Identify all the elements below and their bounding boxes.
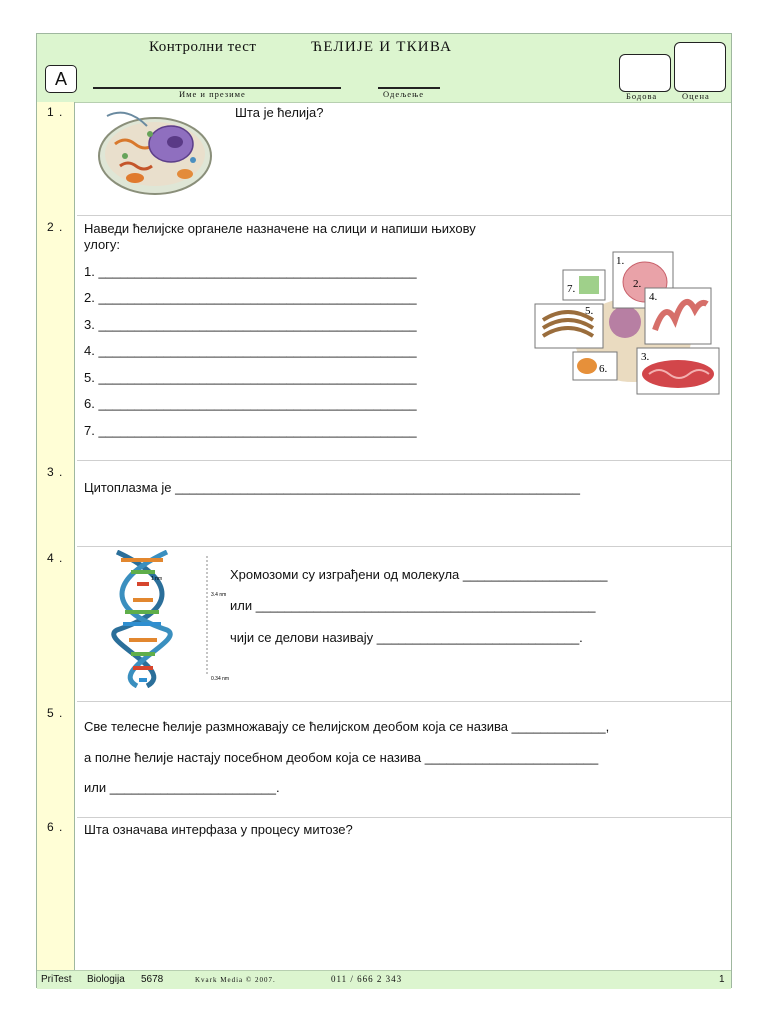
q2-answer-line[interactable]: 2. ____________________________________________	[84, 290, 417, 305]
test-sheet	[36, 33, 732, 988]
variant-badge: А	[45, 65, 77, 93]
q1-number: 1 .	[47, 105, 64, 119]
q5-number: 5 .	[47, 706, 64, 720]
figure-label: 6.	[599, 363, 608, 375]
figure-label: 5.	[585, 305, 594, 317]
q1-text: Шта је ћелија?	[235, 105, 324, 120]
q3-text[interactable]: Цитоплазма је ________________________________________________________	[84, 480, 580, 495]
q2-answer-line[interactable]: 5. ____________________________________________	[84, 370, 417, 385]
q5-text-line2[interactable]: а полне ћелије настају посебном деобом која се назива ________________________	[84, 750, 599, 765]
footer-band	[37, 970, 731, 989]
q3-number: 3 .	[47, 465, 64, 479]
footer-brand: PriTest	[41, 974, 72, 985]
q2-text-line1: Наведи ћелијске органеле назначене на слици и напиши њихову	[84, 221, 476, 236]
q2-answer-line[interactable]: 1. ____________________________________________	[84, 264, 417, 279]
figure-label: 2.	[633, 278, 642, 290]
figure-label: 4.	[649, 291, 658, 303]
q4-number: 4 .	[47, 551, 64, 565]
q2-answer-line[interactable]: 7. ____________________________________________	[84, 423, 417, 438]
dna-label: 1 nm	[151, 576, 163, 582]
separator	[77, 701, 731, 702]
q4-text-line2[interactable]: или _______________________________________________	[230, 598, 596, 613]
footer-subject: Biologija	[87, 974, 125, 985]
footer-publisher: Kvark Media © 2007.	[195, 976, 276, 984]
separator	[77, 546, 731, 547]
q6-text: Шта означава интерфаза у процесу митозе?	[84, 822, 353, 837]
dna-helix-illustration	[107, 550, 235, 688]
page-number: 1	[719, 974, 725, 985]
q2-answer-line[interactable]: 6. ____________________________________________	[84, 396, 417, 411]
grade-label: Оцена	[682, 91, 710, 101]
points-label: Бодова	[626, 91, 658, 101]
q2-text-line2: улогу:	[84, 237, 121, 252]
q2-answer-line[interactable]: 4. ____________________________________________	[84, 343, 417, 358]
points-box[interactable]	[619, 54, 671, 92]
class-label: Одељење	[383, 89, 424, 99]
figure-label: 7.	[567, 283, 576, 295]
q2-number: 2 .	[47, 220, 64, 234]
header-band	[37, 34, 731, 103]
organelles-figure	[533, 250, 723, 400]
q4-text-line1[interactable]: Хромозоми су изграђени од молекула ____________________	[230, 567, 608, 582]
q4-text-line3[interactable]: чији се делови називају ____________________________.	[230, 630, 583, 645]
name-label: Име и презиме	[179, 89, 246, 99]
q5-text-line1[interactable]: Све телесне ћелије размножавају се ћелијском деобом која се назива _____________,	[84, 719, 610, 734]
figure-label: 1.	[616, 255, 625, 267]
separator	[77, 817, 731, 818]
dna-label: 3.4 nm	[211, 592, 227, 598]
separator	[77, 215, 731, 216]
subject-title: ЋЕЛИЈЕ И ТКИВА	[311, 39, 453, 55]
dna-label: 0.34 nm	[211, 676, 230, 682]
test-label: Контролни тест	[149, 39, 257, 55]
footer-phone: 011 / 666 2 343	[331, 974, 403, 984]
grade-box[interactable]	[674, 42, 726, 92]
footer-code: 5678	[141, 974, 164, 985]
cell-illustration	[95, 104, 213, 202]
q6-number: 6 .	[47, 820, 64, 834]
q2-answer-line[interactable]: 3. ____________________________________________	[84, 317, 417, 332]
q5-text-line3[interactable]: или _______________________.	[84, 780, 280, 795]
separator	[77, 460, 731, 461]
figure-label: 3.	[641, 351, 650, 363]
